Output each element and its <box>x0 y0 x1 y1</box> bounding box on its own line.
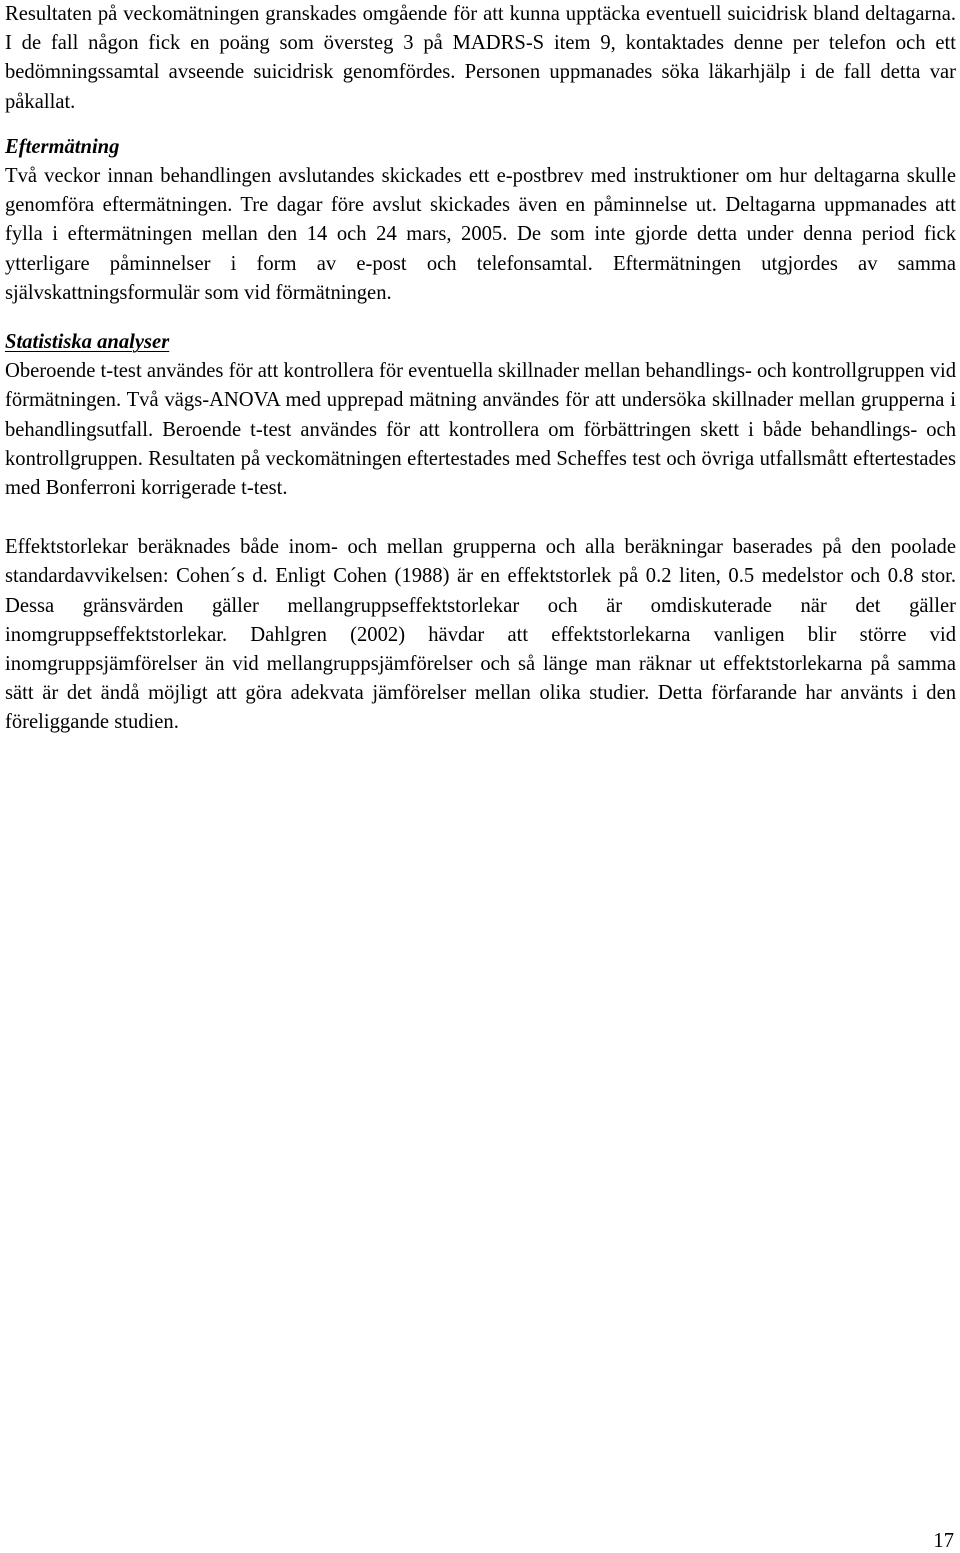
paragraph-effektstorlekar: Effektstorlekar beräknades både inom- och mellan grupperna och alla beräkningar baserades på den poolade standardavvikelsen: Cohen´s d. Enligt Cohen (1988) är en effektstorlek på 0.2 liten, 0.5 medelstor och 0.8 stor. Dessa gränsvärden gäller mellangruppseffektstorlekar och är omdiskuterade när det gäller inomgruppseffektstorlekar. Dahlgren (2002) hävdar att effektstorlekarna vanligen blir större vid inomgruppsjämförelser än vid mellangruppsjämförelser och så länge man räknar ut effektstorlekarna på samma sätt är det ändå möjligt att göra adekvata jämförelser mellan olika studier. Detta förfarande har använts i den föreliggande studien. <box>5 536 956 734</box>
paragraph-statistiska-analyser: Oberoende t-test användes för att kontrollera för eventuella skillnader mellan behandlings- och kontrollgruppen vid förmätningen. Två vägs-ANOVA med upprepad mätning användes för att undersöka skillnader mellan grupperna i behandlingsutfall. Beroende t-test användes för att kontrollera om förbättringen skett i både behandlings- och kontrollgruppen. Resultaten på veckomätningen eftertestades med Scheffes test och övriga utfallsmått eftertestades med Bonferroni korrigerade t-test. <box>5 360 957 500</box>
heading-statistiska-analyser: Statistiska analyser <box>5 331 170 354</box>
paragraph-suicide-risk-screening: Resultaten på veckomätningen granskades omgående för att kunna upptäcka eventuell suicidrisk bland deltagarna. I de fall någon fick en poäng som översteg 3 på MADRS-S item 9, kontaktades denne per telefon och ett bedömningssamtal avseende suicidrisk genomfördes. Personen uppmanades söka läkarhjälp i de fall detta var påkallat. <box>5 3 956 113</box>
heading-eftermatning: Eftermätning <box>5 135 120 158</box>
page-number: 17 <box>933 1530 954 1552</box>
document-page <box>5 0 956 738</box>
paragraph-eftermatning: Två veckor innan behandlingen avslutandes skickades ett e-postbrev med instruktioner om hur deltagarna skulle genomföra eftermätningen. Tre dagar före avslut skickades även en påminnelse ut. Deltagarna uppmanades att fylla i eftermätningen mellan den 14 och 24 mars, 2005. De som inte gjorde detta under denna period fick ytterligare påminnelser i form av e-post och telefonsamtal. Eftermätningen utgjordes av samma självskattningsformulär som vid förmätningen. <box>5 165 956 304</box>
